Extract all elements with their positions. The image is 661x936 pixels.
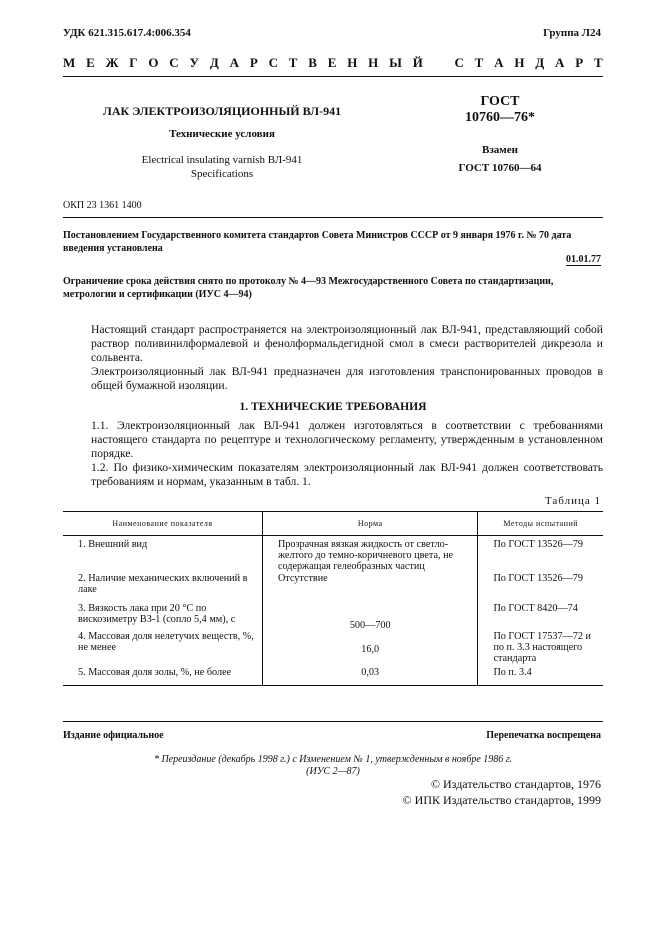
official-edition: Издание официальное <box>63 730 164 741</box>
cell-text: 5. Массовая доля золы, %, не более <box>78 667 232 678</box>
banner-letter: О <box>148 55 159 70</box>
reissue-note <box>63 754 603 778</box>
banner-letter: А <box>229 55 239 70</box>
banner-letter: Й <box>412 55 423 70</box>
banner-letter: Д <box>209 55 219 70</box>
banner-letter: С <box>169 55 179 70</box>
okp-code: ОКП 23 1361 1400 <box>63 200 142 211</box>
banner-letter: Г <box>129 55 138 70</box>
requirements-table <box>63 511 603 686</box>
header-indicator: Наименование показателя <box>63 512 262 536</box>
copyright-1976: © Издательство стандартов, 1976 <box>430 777 601 791</box>
effective-date: 01.01.77 <box>566 254 601 265</box>
cell-text: 4. Массовая доля нелетучих веществ, %, не менее <box>78 631 254 653</box>
decree-text: Постановлением Государственного комитета стандартов Совета Министров СССР от 9 января 1976 г. № 70 дата введения установлена <box>63 230 572 254</box>
banner-gap <box>434 55 444 71</box>
table-header-row <box>63 512 603 536</box>
row-method <box>478 573 603 603</box>
clause-1-2 <box>63 461 603 489</box>
row-method <box>478 667 603 686</box>
header-rule <box>63 76 603 77</box>
document-title: ЛАК ЭЛЕКТРОИЗОЛЯЦИОННЫЙ ВЛ-941 <box>102 104 342 118</box>
section-title: 1. ТЕХНИЧЕСКИЕ ТРЕБОВАНИЯ <box>239 400 427 413</box>
header-norm: Норма <box>262 512 478 536</box>
replaces-label: Взамен <box>482 144 518 156</box>
row-method <box>478 603 603 631</box>
banner-letter: Р <box>575 55 584 70</box>
table-row <box>63 603 603 631</box>
banner-letter: А <box>494 55 504 70</box>
intro-paragraph-1 <box>63 323 603 365</box>
reissue-line-2: (ИУС 2—87) <box>306 766 360 777</box>
replaces-standard: ГОСТ 10760—64 <box>458 162 542 174</box>
banner-letter: С <box>268 55 278 70</box>
footer-rule <box>63 721 603 722</box>
cell-text: 2. Наличие механических включений в лаке <box>78 573 248 595</box>
row-indicator <box>63 667 262 686</box>
row-indicator <box>63 536 262 574</box>
cell-text: По ГОСТ 13526—79 <box>493 539 583 550</box>
cell-text: По ГОСТ 17537—72 и по п. 3.3 настоящего стандарта <box>493 631 591 664</box>
table-row <box>63 631 603 667</box>
row-norm <box>262 536 478 574</box>
clause-1-1 <box>63 419 603 461</box>
row-indicator <box>63 573 262 603</box>
intro-p2-text: Электроизоляционный лак ВЛ-941 предназначен для изготовления транспонированных проводов в общей бумажной изоляции. <box>91 365 603 392</box>
banner-letter: В <box>308 55 317 70</box>
row-indicator <box>63 631 262 667</box>
banner-letter: Н <box>368 55 379 70</box>
english-title-line2: Specifications <box>190 168 254 180</box>
row-norm: 0,03 <box>262 667 478 686</box>
document-subtitle: Технические условия <box>169 128 275 140</box>
replaces-block <box>430 141 570 177</box>
banner-letter: Е <box>327 55 337 70</box>
table-caption: Таблица 1 <box>544 495 601 507</box>
english-title <box>63 153 381 181</box>
cell-text: Прозрачная вязкая жидкость от светло-желтого до темно-коричневого цвета, не содержащая гелеобразных частиц <box>277 539 454 572</box>
cell-text: 1. Внешний вид <box>78 539 148 550</box>
row-method <box>478 536 603 574</box>
table-row <box>63 667 603 686</box>
banner-letter: Н <box>347 55 358 70</box>
table-row <box>63 573 603 603</box>
okp-rule <box>63 217 603 218</box>
row-norm <box>262 573 478 603</box>
banner-letter: У <box>189 55 200 70</box>
intro-p1-text: Настоящий стандарт распространяется на электроизоляционный лак ВЛ-941, представляющий собой раствор поливинилформалевой и фенолформальдегидной смол в смеси растворителей дикрезола и сольвента. <box>91 323 603 364</box>
gost-label: ГОСТ <box>480 94 520 109</box>
reissue-line-1: * Переиздание (декабрь 1998 г.) с Изменением № 1, утвержденным в ноябре 1986 г. <box>153 754 513 765</box>
banner-letter: Т <box>474 55 484 70</box>
cell-text: По ГОСТ 8420—74 <box>493 603 578 614</box>
cell-text: По ГОСТ 13526—79 <box>493 573 583 584</box>
reprint-notice: Перепечатка воспрещена <box>486 730 601 741</box>
group-code: Группа Л24 <box>543 27 601 39</box>
banner-letter: Д <box>535 55 545 70</box>
banner-letter: С <box>454 55 464 70</box>
table-row <box>63 536 603 574</box>
banner-letter: Н <box>514 55 525 70</box>
banner-letter: Т <box>288 55 298 70</box>
interstate-standard-banner <box>63 55 603 71</box>
clause-1-1-text: 1.1. Электроизоляционный лак ВЛ-941 должен изготовляться в соответствии с требованиями настоящего стандарта по рецептуре и технологическому регламенту, утвержденным в установленном порядке. <box>91 419 603 460</box>
banner-letter: Ы <box>389 55 402 70</box>
limitation-text: Ограничение срока действия снято по протоколу № 4—93 Межгосударственного Совета по стандартизации, метрологии и сертификации (ИУС 4—94) <box>63 276 554 300</box>
header-method: Методы испытаний <box>478 512 603 536</box>
row-norm: 16,0 <box>262 631 478 667</box>
banner-letter: Т <box>594 55 603 70</box>
banner-letter: Ж <box>105 55 119 70</box>
english-title-line1: Electrical insulating varnish ВЛ-941 <box>141 154 303 166</box>
intro-paragraph-2 <box>63 365 603 393</box>
copyright-1999: © ИПК Издательство стандартов, 1999 <box>402 793 601 807</box>
banner-letter: А <box>555 55 565 70</box>
row-norm: 500—700 <box>262 603 478 631</box>
gost-number: 10760—76* <box>465 110 535 125</box>
cell-text: По п. 3.4 <box>493 667 532 678</box>
gost-designation <box>430 94 570 126</box>
banner-letter: М <box>63 55 76 70</box>
clause-1-2-text: 1.2. По физико-химическим показателям электроизоляционный лак ВЛ-941 должен соответствовать требованиям и нормам, указанным в табл. 1. <box>91 461 603 488</box>
banner-letter: Е <box>86 55 95 70</box>
row-indicator <box>63 603 262 631</box>
banner-letter: Р <box>249 55 258 70</box>
udk-code: УДК 621.315.617.4:006.354 <box>63 27 191 39</box>
cell-text: Отсутствие <box>277 573 328 584</box>
cell-text: 3. Вязкость лака при 20 °С по вискозиметру ВЗ-1 (сопло 5,4 мм), с <box>78 603 236 625</box>
row-method <box>478 631 603 667</box>
